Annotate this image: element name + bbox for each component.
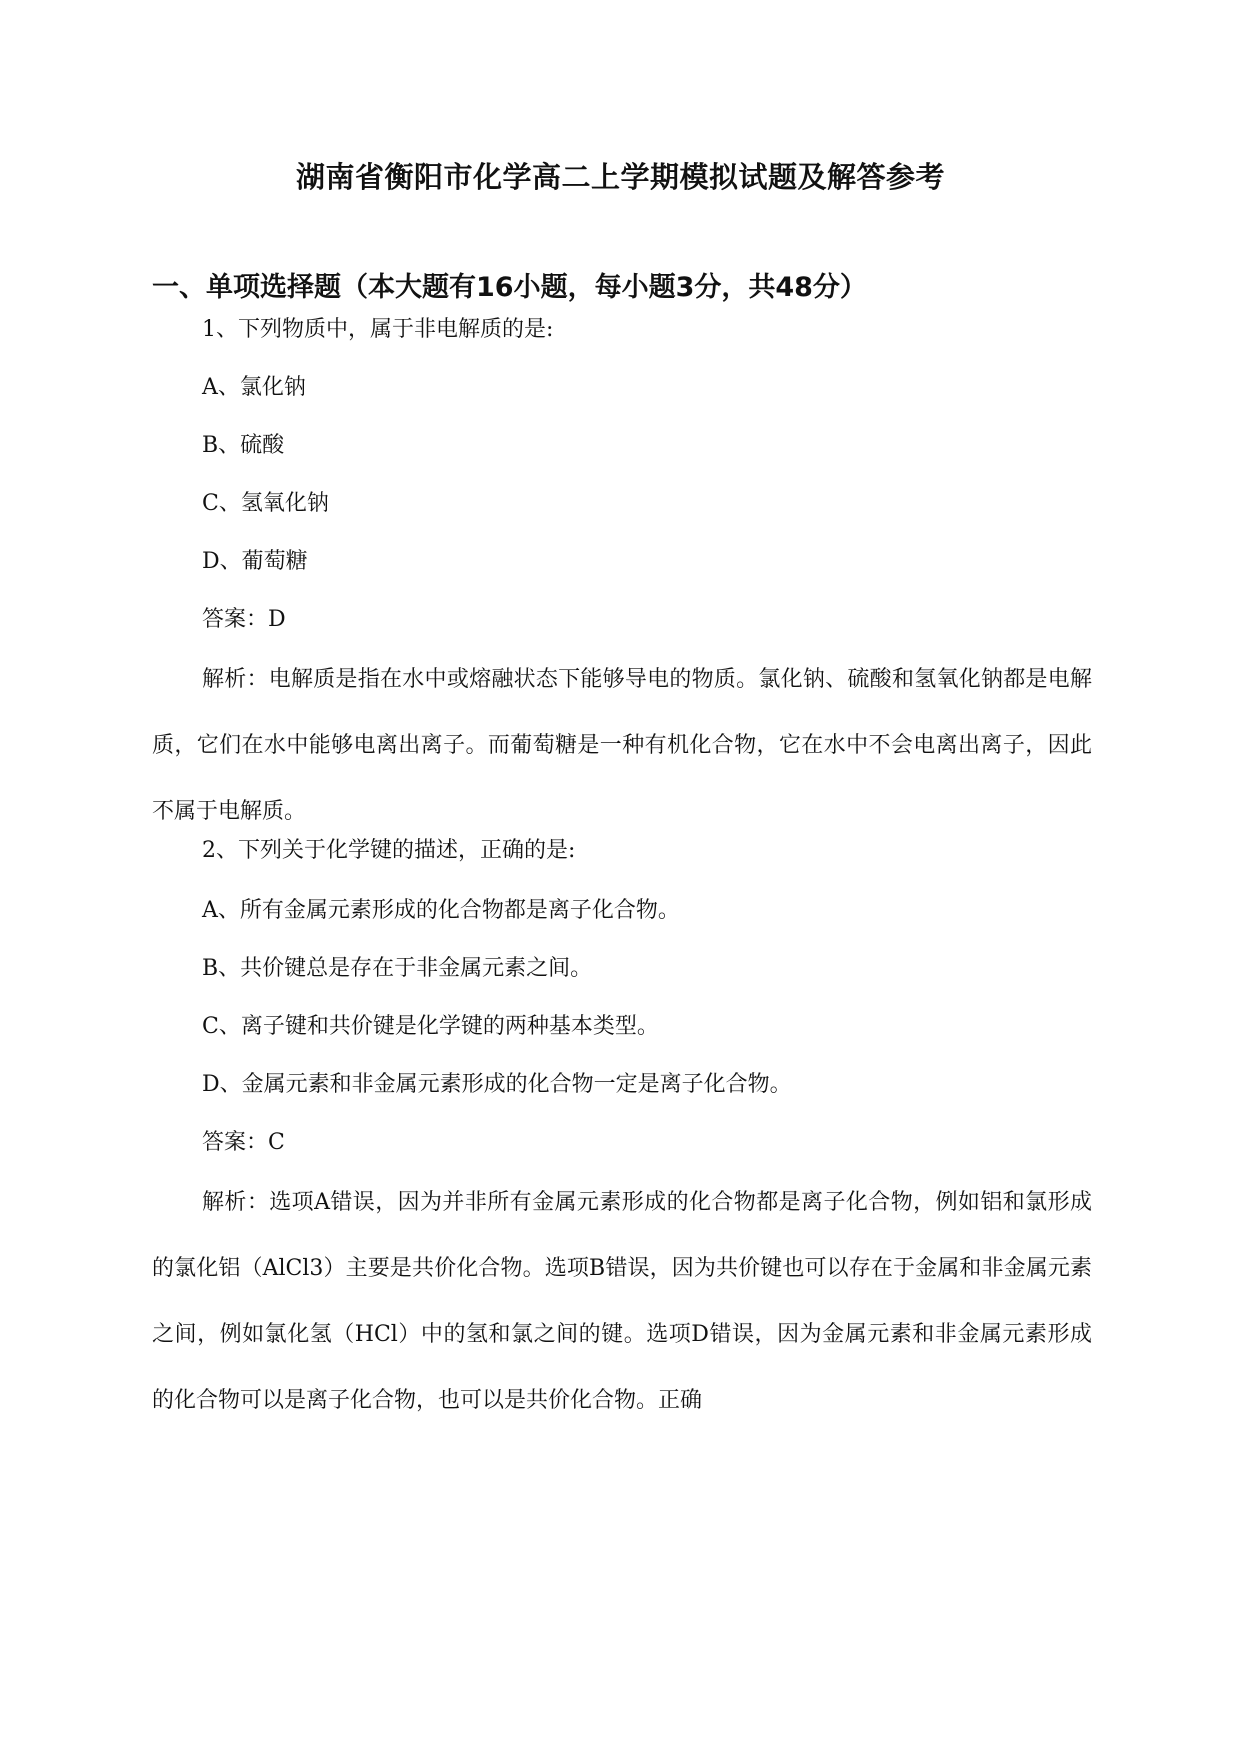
question-1-explanation: 解析：电解质是指在水中或熔融状态下能够导电的物质。氯化钠、硫酸和氢氧化钠都是电解质，它们在水中能够电离出离子。而葡萄糖是一种有机化合物，它在水中不会电离出离子，因此不属于电解质。 [152,667,1092,824]
question-1-option-a: A、氯化钠 [202,375,306,400]
question-1-answer: 答案：D [202,607,286,632]
question-2-option-c: C、离子键和共价键是化学键的两种基本类型。 [202,1014,659,1039]
question-1-option-d: D、葡萄糖 [202,549,308,574]
section-heading: 一、单项选择题（本大题有16小题，每小题3分，共48分） [152,272,867,303]
question-2-option-b: B、共价键总是存在于非金属元素之间。 [202,956,593,981]
question-1-stem: 1、下列物质中，属于非电解质的是: [202,317,554,342]
question-2-option-a: A、所有金属元素形成的化合物都是离子化合物。 [202,898,680,923]
question-1-option-b: B、硫酸 [202,433,285,458]
question-2-option-d: D、金属元素和非金属元素形成的化合物一定是离子化合物。 [202,1072,792,1097]
document-title: 湖南省衡阳市化学高二上学期模拟试题及解答参考 [295,160,945,194]
question-2-answer: 答案：C [202,1130,285,1155]
question-2-explanation: 解析：选项A错误，因为并非所有金属元素形成的化合物都是离子化合物，例如铝和氯形成的氯化铝（AlCl3）主要是共价化合物。选项B错误，因为共价键也可以存在于金属和非金属元素之间，例如氯化氢（HCl）中的氢和氯之间的键。选项D错误，因为金属元素和非金属元素形成的化合物可以是离子化合物，也可以是共价化合物。正确 [152,1190,1093,1413]
question-1-option-c: C、氢氧化钠 [202,491,329,516]
question-2-stem: 2、下列关于化学键的描述，正确的是: [202,838,576,863]
